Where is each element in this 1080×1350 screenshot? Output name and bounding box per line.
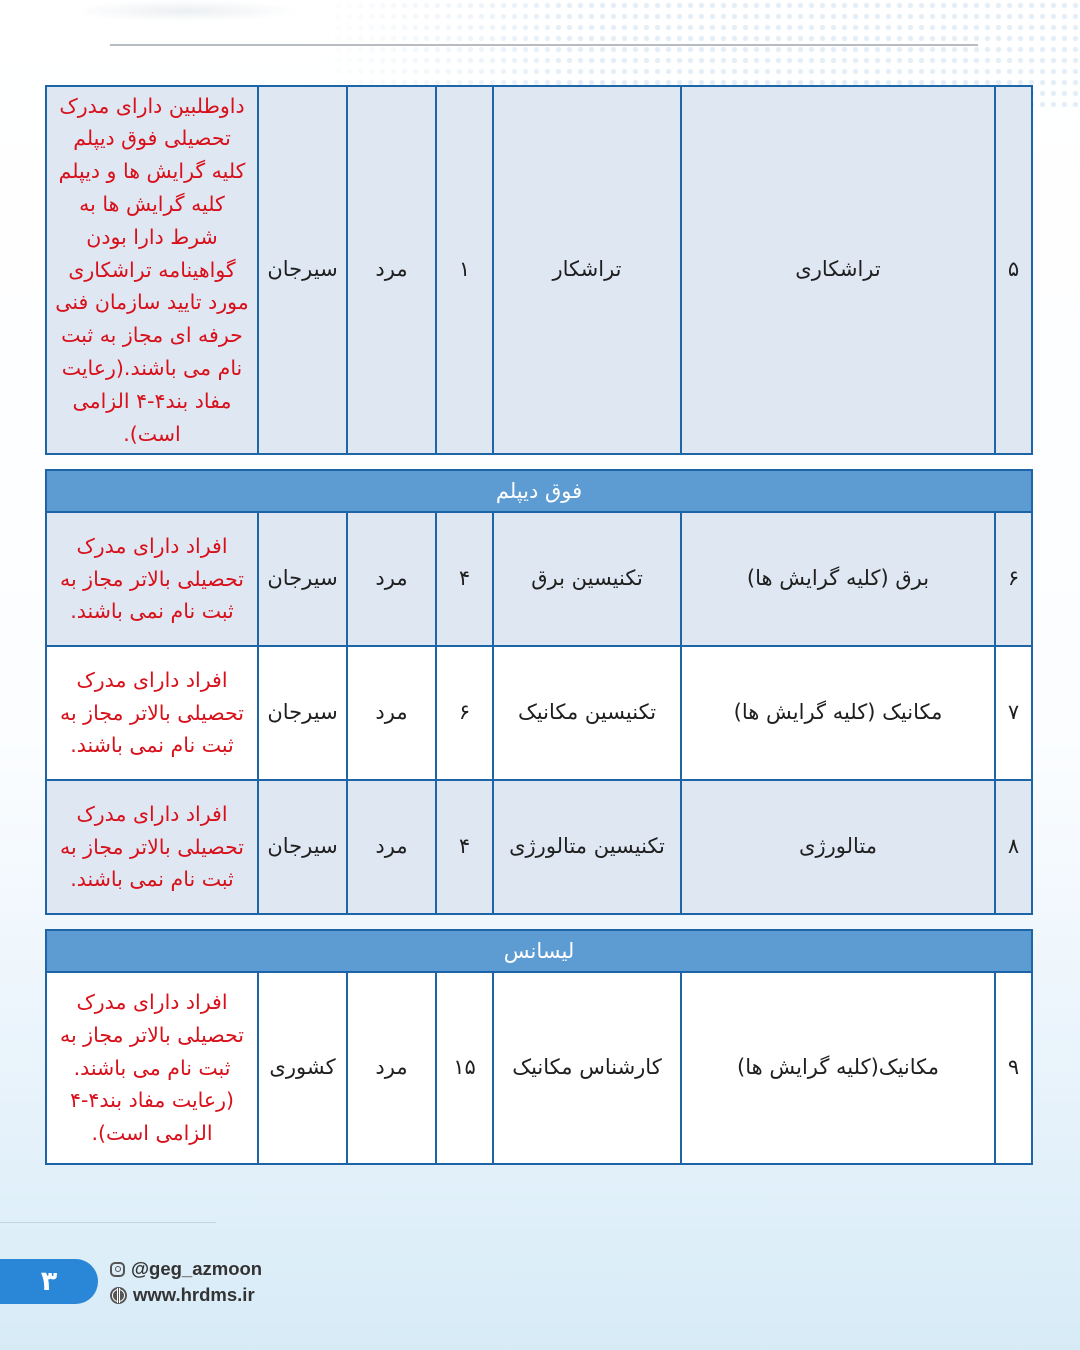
capacity: ۱ xyxy=(435,87,492,453)
field-of-study: مکانیک(کلیه گرایش ها) xyxy=(680,973,994,1163)
gender: مرد xyxy=(346,647,435,779)
conditions: افراد دارای مدرک تحصیلی بالاتر مجاز به ثبت نام نمی باشند. xyxy=(59,801,245,892)
header-blur xyxy=(70,0,300,22)
job-title: تکنیسین مکانیک xyxy=(492,647,680,779)
section-header: لیسانس xyxy=(47,931,1031,971)
location: سیرجان xyxy=(257,647,346,779)
table-row xyxy=(47,511,1031,645)
location: سیرجان xyxy=(257,87,346,453)
gender: مرد xyxy=(346,87,435,453)
capacity: ۴ xyxy=(435,781,492,913)
table-row xyxy=(47,971,1031,1163)
instagram-icon xyxy=(110,1262,125,1277)
instagram-handle: @geg_azmoon xyxy=(131,1258,263,1279)
conditions: افراد دارای مدرک تحصیلی بالاتر مجاز به ثبت نام می باشند.(رعایت مفاد بند۴-۴ الزامی است). xyxy=(59,990,245,1146)
field-of-study: مکانیک (کلیه گرایش ها) xyxy=(680,647,994,779)
row-number: ۹ xyxy=(994,973,1031,1163)
jobs-table-bachelor xyxy=(45,929,1033,1165)
field-of-study: تراشکاری xyxy=(680,87,994,453)
conditions: داوطلبین دارای مدرک تحصیلی فوق دیپلم کلیه گرایش ها و دیپلم کلیه گرایش ها به شرط دارا بودن گواهینامه تراشکاری مورد تایید سازمان فنی حرفه ای مجاز به ثبت نام می باشند.(رعایت مفاد بند۴-۴ الزامی است). xyxy=(55,93,249,446)
row-number: ۷ xyxy=(994,647,1031,779)
location: سیرجان xyxy=(257,781,346,913)
row-number: ۶ xyxy=(994,513,1031,645)
instagram-contact[interactable] xyxy=(110,1258,262,1280)
jobs-table-associate xyxy=(45,469,1033,915)
field-of-study: متالورژی xyxy=(680,781,994,913)
field-of-study: برق (کلیه گرایش ها) xyxy=(680,513,994,645)
job-title: تراشکار xyxy=(492,87,680,453)
capacity: ۱۵ xyxy=(435,973,492,1163)
gender: مرد xyxy=(346,513,435,645)
table-row xyxy=(47,779,1031,913)
page-number-badge: ۳ xyxy=(0,1259,98,1304)
job-title: تکنیسین متالورژی xyxy=(492,781,680,913)
job-title: کارشناس مکانیک xyxy=(492,973,680,1163)
conditions: افراد دارای مدرک تحصیلی بالاتر مجاز به ثبت نام نمی باشند. xyxy=(59,667,245,758)
capacity: ۶ xyxy=(435,647,492,779)
conditions: افراد دارای مدرک تحصیلی بالاتر مجاز به ثبت نام نمی باشند. xyxy=(59,533,245,624)
website-url: www.hrdms.ir xyxy=(133,1284,255,1305)
gender: مرد xyxy=(346,781,435,913)
capacity: ۴ xyxy=(435,513,492,645)
header-divider xyxy=(110,44,978,46)
table-row xyxy=(47,645,1031,779)
website-contact[interactable] xyxy=(110,1284,255,1306)
location: کشوری xyxy=(257,973,346,1163)
row-number: ۸ xyxy=(994,781,1031,913)
row-number: ۵ xyxy=(994,87,1031,453)
section-header: فوق دیپلم xyxy=(47,471,1031,511)
job-title: تکنیسین برق xyxy=(492,513,680,645)
table-row xyxy=(47,87,1031,453)
jobs-table-top xyxy=(45,85,1033,455)
globe-icon xyxy=(110,1287,127,1304)
footer-divider xyxy=(0,1222,216,1223)
gender: مرد xyxy=(346,973,435,1163)
location: سیرجان xyxy=(257,513,346,645)
